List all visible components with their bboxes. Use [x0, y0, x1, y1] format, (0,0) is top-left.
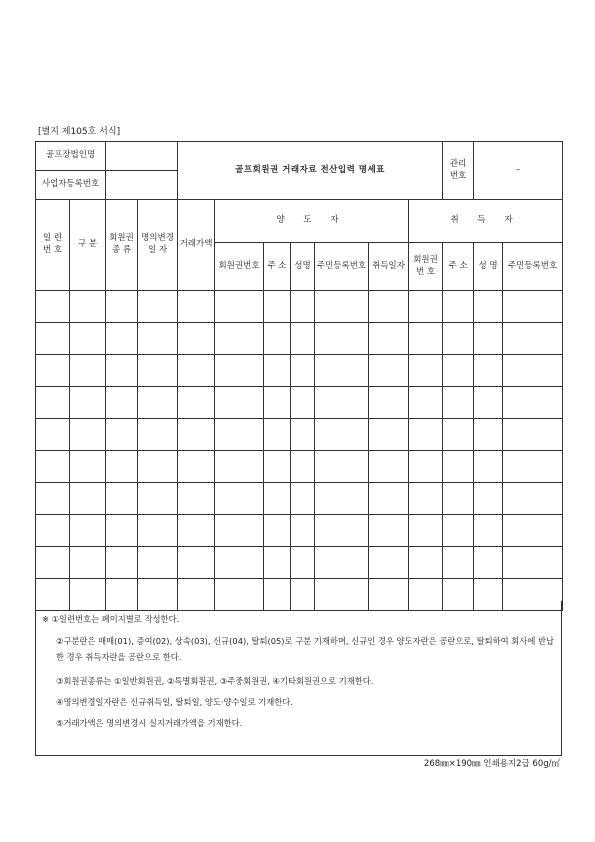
- table-cell[interactable]: [474, 515, 503, 547]
- table-cell[interactable]: [315, 291, 369, 323]
- table-cell[interactable]: [443, 483, 474, 515]
- table-cell[interactable]: [409, 547, 443, 579]
- table-cell[interactable]: [264, 419, 291, 451]
- table-row: [36, 419, 563, 451]
- notes-section: [35, 601, 562, 756]
- table-cell[interactable]: [215, 547, 264, 579]
- table-cell[interactable]: [70, 419, 106, 451]
- note-item: ②구분란은 매매(01), 증여(02), 상속(03), 신규(04), 탈퇴(05)로 구분 기재하며, 신규인 경우 양도자란은 공란으로, 탈퇴하여 회사에 반납한 경우 취득자란을 공란으로 한다.: [56, 636, 554, 662]
- table-cell[interactable]: [315, 515, 369, 547]
- table-cell[interactable]: [70, 515, 106, 547]
- table-cell[interactable]: [443, 323, 474, 355]
- table-row: [36, 323, 563, 355]
- table-cell[interactable]: [503, 323, 563, 355]
- table-cell[interactable]: [106, 515, 138, 547]
- table-cell[interactable]: [36, 291, 70, 323]
- table-cell[interactable]: [409, 323, 443, 355]
- table-cell[interactable]: [178, 291, 215, 323]
- table-cell[interactable]: [503, 515, 563, 547]
- table-cell[interactable]: [291, 387, 315, 419]
- table-row: [36, 387, 563, 419]
- table-cell[interactable]: [215, 387, 264, 419]
- table-cell[interactable]: [409, 387, 443, 419]
- table-cell[interactable]: [474, 547, 503, 579]
- col-transferor-group: 양 도 자: [215, 200, 409, 243]
- table-cell[interactable]: [215, 451, 264, 483]
- table-cell[interactable]: [106, 387, 138, 419]
- table-cell[interactable]: [70, 291, 106, 323]
- table-cell[interactable]: [178, 547, 215, 579]
- table-cell[interactable]: [369, 483, 409, 515]
- table-cell[interactable]: [138, 451, 178, 483]
- table-cell[interactable]: [503, 419, 563, 451]
- col-acquirer-membership-no: 회원권 번 호: [409, 243, 443, 291]
- table-cell[interactable]: [36, 483, 70, 515]
- table-cell[interactable]: [138, 323, 178, 355]
- table-cell[interactable]: [474, 387, 503, 419]
- table-cell[interactable]: [178, 387, 215, 419]
- business-reg-no-label: 사업자등록번호: [36, 171, 106, 200]
- table-cell[interactable]: [409, 291, 443, 323]
- table-cell[interactable]: [443, 387, 474, 419]
- table-cell[interactable]: [215, 355, 264, 387]
- col-transferor-membership-no: 회원권번호: [215, 243, 264, 291]
- table-cell[interactable]: [138, 483, 178, 515]
- table-cell[interactable]: [178, 355, 215, 387]
- table-cell[interactable]: [369, 419, 409, 451]
- form-number-label: [별지 제105호 서식]: [38, 127, 121, 137]
- table-cell[interactable]: [409, 419, 443, 451]
- col-acquirer-group: 취 득 자: [409, 200, 563, 243]
- table-cell[interactable]: [264, 451, 291, 483]
- table-cell[interactable]: [291, 451, 315, 483]
- table-cell[interactable]: [443, 291, 474, 323]
- table-cell[interactable]: [409, 483, 443, 515]
- table-cell[interactable]: [264, 547, 291, 579]
- table-cell[interactable]: [474, 451, 503, 483]
- form-title: 골프회원권 거래자료 전산입력 명세표: [178, 142, 443, 200]
- col-acquirer-resident-no: 주민등록번호: [503, 243, 563, 291]
- table-cell[interactable]: [264, 355, 291, 387]
- table-cell[interactable]: [264, 515, 291, 547]
- table-cell[interactable]: [315, 547, 369, 579]
- table-cell[interactable]: [264, 483, 291, 515]
- table-cell[interactable]: [315, 451, 369, 483]
- table-cell[interactable]: [443, 515, 474, 547]
- table-cell[interactable]: [443, 451, 474, 483]
- table-cell[interactable]: [106, 419, 138, 451]
- table-cell[interactable]: [315, 387, 369, 419]
- table-cell[interactable]: [264, 291, 291, 323]
- table-row: [36, 483, 563, 515]
- table-cell[interactable]: [106, 291, 138, 323]
- table-cell[interactable]: [138, 291, 178, 323]
- table-cell[interactable]: [36, 419, 70, 451]
- note-item: ④명의변경일자란은 신규취득일, 탈퇴일, 양도·양수일로 기재한다.: [56, 696, 293, 707]
- table-cell[interactable]: [70, 547, 106, 579]
- note-item: ※ ①일련번호는 페이지별로 작성한다.: [42, 614, 180, 624]
- table-cell[interactable]: [315, 323, 369, 355]
- col-transferor-name: 성명: [291, 243, 315, 291]
- table-cell[interactable]: [369, 451, 409, 483]
- table-cell[interactable]: [291, 547, 315, 579]
- table-cell[interactable]: [36, 515, 70, 547]
- table-cell[interactable]: [106, 355, 138, 387]
- table-cell[interactable]: [503, 483, 563, 515]
- table-cell[interactable]: [70, 387, 106, 419]
- business-reg-no-field[interactable]: [106, 171, 178, 200]
- col-transferor-address: 주 소: [264, 243, 291, 291]
- note-item: ③회원권종류는 ①일반회원권, ②특별회원권, ③주중회원권, ④기타회원권으로 기재한다.: [56, 675, 374, 686]
- detail-statement-table: [35, 141, 563, 611]
- col-transferor-acquire-date: 취득일자: [369, 243, 409, 291]
- table-cell[interactable]: [36, 547, 70, 579]
- table-cell[interactable]: [291, 515, 315, 547]
- table-cell[interactable]: [138, 515, 178, 547]
- table-cell[interactable]: [409, 355, 443, 387]
- col-category: 구 분: [70, 200, 106, 291]
- table-cell[interactable]: [369, 515, 409, 547]
- table-cell[interactable]: [106, 547, 138, 579]
- table-cell[interactable]: [443, 355, 474, 387]
- table-cell[interactable]: [138, 355, 178, 387]
- col-trade-price: 거래가액: [178, 200, 215, 291]
- table-cell[interactable]: [70, 483, 106, 515]
- table-cell[interactable]: [474, 419, 503, 451]
- table-row: [36, 515, 563, 547]
- table-cell[interactable]: [36, 387, 70, 419]
- table-cell[interactable]: [70, 323, 106, 355]
- table-cell[interactable]: [178, 515, 215, 547]
- table-cell[interactable]: [291, 483, 315, 515]
- table-cell[interactable]: [409, 515, 443, 547]
- golf-course-name-field[interactable]: [106, 142, 178, 171]
- table-cell[interactable]: [178, 451, 215, 483]
- paper-spec-footer: 268㎜×190㎜ 인쇄용지2급 60g/㎡: [423, 759, 560, 769]
- table-cell[interactable]: [474, 291, 503, 323]
- mgmt-number-label: 관리 번호: [443, 142, 474, 200]
- col-name-change-date: 명의변경 일 자: [138, 200, 178, 291]
- table-row: [36, 547, 563, 579]
- table-row: [36, 451, 563, 483]
- table-cell[interactable]: [178, 419, 215, 451]
- table-cell[interactable]: [315, 483, 369, 515]
- col-membership-type: 회원권 종 류: [106, 200, 138, 291]
- data-rows: [36, 291, 563, 611]
- col-acquirer-address: 주 소: [443, 243, 474, 291]
- table-cell[interactable]: [369, 387, 409, 419]
- table-cell[interactable]: [106, 483, 138, 515]
- golf-course-name-label: 골프장법인명: [36, 142, 106, 171]
- table-cell[interactable]: [178, 483, 215, 515]
- table-cell[interactable]: [70, 355, 106, 387]
- table-cell[interactable]: [474, 355, 503, 387]
- table-cell[interactable]: [474, 323, 503, 355]
- table-cell[interactable]: [409, 451, 443, 483]
- table-cell[interactable]: [291, 419, 315, 451]
- table-cell[interactable]: [503, 291, 563, 323]
- table-row: [36, 291, 563, 323]
- table-cell[interactable]: [36, 355, 70, 387]
- table-cell[interactable]: [70, 451, 106, 483]
- table-cell[interactable]: [215, 483, 264, 515]
- table-cell[interactable]: [369, 323, 409, 355]
- table-cell[interactable]: [215, 291, 264, 323]
- table-cell[interactable]: [36, 323, 70, 355]
- table-cell[interactable]: [291, 355, 315, 387]
- table-cell[interactable]: [106, 323, 138, 355]
- table-cell[interactable]: [264, 387, 291, 419]
- table-cell[interactable]: [215, 323, 264, 355]
- table-cell[interactable]: [291, 323, 315, 355]
- table-cell[interactable]: [178, 323, 215, 355]
- table-cell[interactable]: [215, 515, 264, 547]
- table-cell[interactable]: [369, 547, 409, 579]
- table-cell[interactable]: [138, 387, 178, 419]
- table-cell[interactable]: [503, 355, 563, 387]
- table-cell[interactable]: [264, 323, 291, 355]
- col-acquirer-name: 성 명: [474, 243, 503, 291]
- table-cell[interactable]: [443, 419, 474, 451]
- table-cell[interactable]: [315, 419, 369, 451]
- table-cell[interactable]: [138, 547, 178, 579]
- table-cell[interactable]: [138, 419, 178, 451]
- table-cell[interactable]: [369, 355, 409, 387]
- table-cell[interactable]: [503, 451, 563, 483]
- table-cell[interactable]: [36, 451, 70, 483]
- table-row: [36, 355, 563, 387]
- table-cell[interactable]: [291, 291, 315, 323]
- mgmt-number-field[interactable]: –: [474, 142, 563, 200]
- note-item: ⑤거래가액은 명의변경시 실지거래가액을 기재한다.: [56, 717, 243, 728]
- table-cell[interactable]: [106, 451, 138, 483]
- table-cell[interactable]: [369, 291, 409, 323]
- table-cell[interactable]: [315, 355, 369, 387]
- table-cell[interactable]: [443, 547, 474, 579]
- col-serial-no: 일 련 번 호: [36, 200, 70, 291]
- table-cell[interactable]: [503, 387, 563, 419]
- table-cell[interactable]: [503, 547, 563, 579]
- table-cell[interactable]: [215, 419, 264, 451]
- col-transferor-resident-no: 주민등록번호: [315, 243, 369, 291]
- table-cell[interactable]: [474, 483, 503, 515]
